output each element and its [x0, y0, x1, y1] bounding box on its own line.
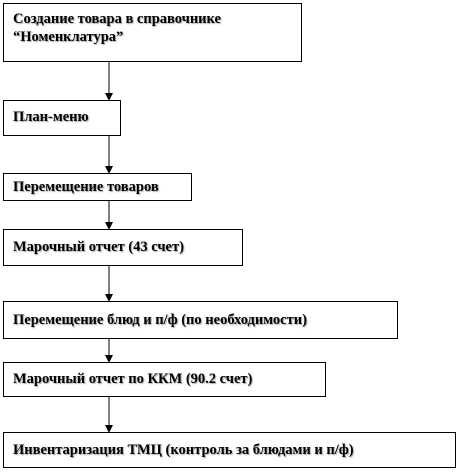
step-excise-report-kkm-label: Марочный отчет по ККМ (90.2 счет) [13, 371, 253, 387]
step-excise-report-kkm [3, 362, 326, 397]
step-goods-transfer [3, 173, 192, 201]
step-dish-transfer-label: Перемещение блюд и п/ф (по необходимости) [13, 312, 307, 328]
step-plan-menu [3, 100, 121, 136]
step-goods-transfer-label: Перемещение товаров [13, 179, 159, 195]
step-create-product [3, 3, 302, 62]
step-inventory [3, 432, 456, 468]
step-create-product-line1: Создание товара в справочнике [13, 11, 221, 27]
step-dish-transfer [3, 301, 398, 339]
step-plan-menu-label: План-меню [13, 109, 89, 125]
step-create-product-line2: “Номенклатура” [13, 29, 124, 45]
step-inventory-label: Инвентаризация ТМЦ (контроль за блюдами и п/ф) [13, 442, 354, 458]
step-excise-report-43 [3, 229, 243, 266]
step-excise-report-43-label: Марочный отчет (43 счет) [13, 239, 184, 255]
